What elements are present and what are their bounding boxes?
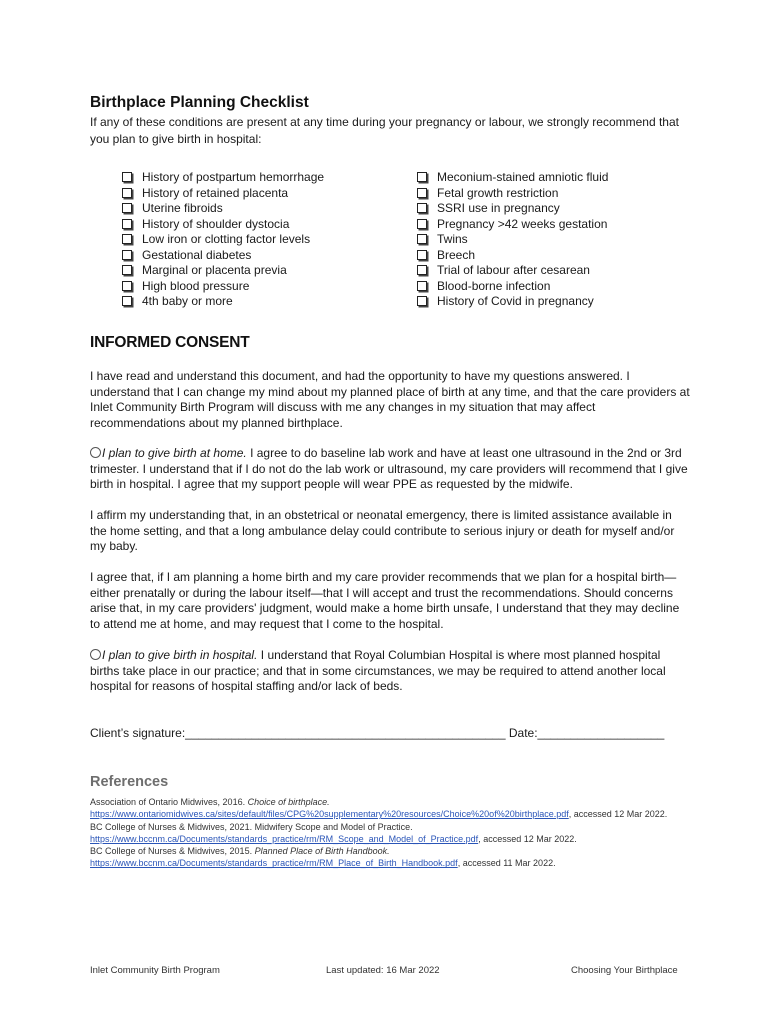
checklist-item-label: Meconium-stained amniotic fluid: [437, 170, 609, 184]
reference-accessed: , accessed 11 Mar 2022.: [457, 858, 556, 869]
signature-field[interactable]: ________________________________________________: [185, 726, 506, 740]
checklist-item[interactable]: [122, 279, 324, 295]
checklist-item-label: Fetal growth restriction: [437, 185, 559, 200]
checklist-item[interactable]: [417, 201, 608, 217]
checklist-item-label: History of retained placenta: [142, 185, 289, 200]
checklist-item[interactable]: [417, 217, 608, 233]
checkbox-icon[interactable]: [417, 203, 427, 213]
home-birth-option-text: I agree to do baseline lab work and have at least one ultrasound in the 2nd or 3rd trimester. I understand that if I do not do the lab work or ultrasound, my care providers will recommend that I give birth in hospital. I agree that my support people will wear PPE as requested by the midwife.: [90, 446, 688, 492]
hospital-birth-option-label: I plan to give birth in hospital.: [102, 648, 258, 662]
reference-item: [90, 796, 680, 821]
references-list: [90, 796, 680, 870]
checklist-item-label: History of Covid in pregnancy: [437, 294, 594, 308]
checkbox-icon[interactable]: [417, 234, 427, 244]
checkbox-icon[interactable]: [122, 203, 132, 213]
date-label: Date:: [508, 726, 538, 740]
checklist-right-column: [417, 170, 608, 310]
checkbox-icon[interactable]: [417, 281, 427, 291]
checkbox-icon[interactable]: [417, 250, 427, 260]
reference-link[interactable]: https://www.bccnm.ca/Documents/standards_practice/rm/RM_Place_of_Birth_Handbook.pdf: [90, 858, 458, 869]
checklist-item[interactable]: [417, 248, 608, 264]
checklist-item-label: Pregnancy >42 weeks gestation: [437, 216, 608, 231]
checkbox-icon[interactable]: [417, 219, 427, 229]
checkbox-icon[interactable]: [122, 281, 132, 291]
consent-paragraph-recommendations: I agree that, if I am planning a home birth and my care provider recommends that we plan for a hospital birth—either prenatally or during the labour itself—that I will accept and trust the recommendations. Should concerns arise that, in my care providers' judgment, would make a home birth unsafe, I understand that they may decline to attend me at home, and may request that I come to the hospital.: [90, 570, 680, 631]
checkbox-icon[interactable]: [122, 219, 132, 229]
reference-text: Association of Ontario Midwives, 2016.: [90, 797, 248, 807]
checkbox-icon[interactable]: [417, 188, 427, 198]
reference-text: BC College of Nurses & Midwives, 2015.: [90, 846, 255, 857]
checklist-item[interactable]: [122, 232, 324, 248]
checklist-item-label: History of shoulder dystocia: [142, 216, 290, 231]
footer-document-title: Choosing Your Birthplace: [571, 965, 678, 976]
checkbox-icon[interactable]: [417, 296, 427, 306]
checklist-item[interactable]: [417, 279, 608, 295]
radio-button-icon[interactable]: [90, 649, 101, 660]
checklist-item[interactable]: [122, 248, 324, 264]
reference-accessed: , accessed 12 Mar 2022.: [568, 809, 668, 820]
checklist-item-label: Gestational diabetes: [142, 247, 252, 262]
hospital-birth-option: [90, 648, 690, 695]
footer-program-name: Inlet Community Birth Program: [90, 965, 220, 976]
checklist-title: Birthplace Planning Checklist: [90, 94, 309, 111]
checkbox-icon[interactable]: [122, 188, 132, 198]
checklist-item[interactable]: [417, 186, 608, 202]
checkbox-icon[interactable]: [122, 250, 132, 260]
checklist-item-label: Breech: [437, 247, 476, 262]
checklist-item[interactable]: [122, 263, 324, 279]
reference-link[interactable]: https://www.ontariomidwives.ca/sites/default/files/CPG%20supplementary%20resources/Choice%20of%20birthplace.pdf: [90, 809, 569, 820]
checklist-item-label: Trial of labour after cesarean: [437, 263, 590, 277]
reference-title: Choice of birthplace.: [247, 797, 330, 807]
checklist-item[interactable]: [122, 201, 324, 217]
reference-link[interactable]: https://www.bccnm.ca/Documents/standards_practice/rm/RM_Scope_and_Model_of_Practice.pdf: [90, 833, 479, 844]
checkbox-icon[interactable]: [122, 265, 132, 275]
checklist-item-label: Low iron or clotting factor levels: [142, 232, 311, 246]
checkbox-icon[interactable]: [417, 265, 427, 275]
checklist-item[interactable]: [417, 232, 608, 248]
checklist-item[interactable]: [122, 217, 324, 233]
reference-item: [90, 821, 680, 846]
checklist-item-label: History of postpartum hemorrhage: [142, 170, 325, 184]
reference-title: Planned Place of Birth Handbook.: [254, 846, 390, 857]
informed-consent-heading: INFORMED CONSENT: [90, 334, 250, 351]
home-birth-option: [90, 446, 690, 493]
checkbox-icon[interactable]: [122, 296, 132, 306]
references-heading: References: [90, 774, 169, 790]
footer-last-updated: Last updated: 16 Mar 2022: [326, 965, 440, 976]
checklist-item-label: Marginal or placenta previa: [142, 263, 287, 277]
checkbox-icon[interactable]: [122, 234, 132, 244]
checklist-item[interactable]: [417, 263, 608, 279]
checklist-item-label: Twins: [437, 232, 468, 246]
checklist-item-label: High blood pressure: [142, 278, 250, 293]
checklist-item[interactable]: [122, 170, 324, 186]
hospital-birth-option-text: I understand that Royal Columbian Hospital is where most planned hospital births take place in our practice; and that in some circumstances, we may be required to attend another local hospital for reasons of hospital staffing and/or lack of beds.: [90, 648, 666, 694]
checklist-item[interactable]: [417, 170, 608, 186]
consent-paragraph-understanding: I have read and understand this document, and had the opportunity to have my questions answered. I understand that I can change my mind about my planned place of birth at any time, and that the care providers at Inlet Community Birth Program will discuss with me any changes in my situation that may affect recommendations about my planned birthplace.: [90, 369, 690, 430]
checkbox-icon[interactable]: [417, 172, 427, 182]
checklist-item[interactable]: [122, 294, 324, 310]
date-field[interactable]: ___________________: [537, 726, 665, 740]
home-birth-option-label: I plan to give birth at home.: [102, 446, 247, 460]
checklist-item-label: SSRI use in pregnancy: [437, 201, 560, 215]
reference-text: BC College of Nurses & Midwives, 2021. Midwifery Scope and Model of Practice.: [90, 821, 413, 832]
checklist-left-column: [122, 170, 324, 310]
signature-label: Client’s signature:: [90, 726, 186, 740]
radio-button-icon[interactable]: [90, 447, 101, 458]
reference-accessed: , accessed 12 Mar 2022.: [478, 833, 577, 844]
checklist-item-label: Uterine fibroids: [142, 201, 223, 215]
checklist-item-label: 4th baby or more: [142, 294, 233, 308]
checklist-item[interactable]: [417, 294, 608, 310]
checklist-intro: If any of these conditions are present at any time during your pregnancy or labour, we strongly recommend that you plan to give birth in hospital:: [90, 115, 679, 146]
checkbox-icon[interactable]: [122, 172, 132, 182]
checklist-item-label: Blood-borne infection: [437, 278, 551, 293]
signature-line: [90, 726, 664, 740]
consent-paragraph-emergency: I affirm my understanding that, in an obstetrical or neonatal emergency, there is limited assistance available in the home setting, and that a long ambulance delay could contribute to serious injury or death for myself and/or my baby.: [90, 508, 675, 554]
reference-item: [90, 845, 680, 870]
checklist-item[interactable]: [122, 186, 324, 202]
